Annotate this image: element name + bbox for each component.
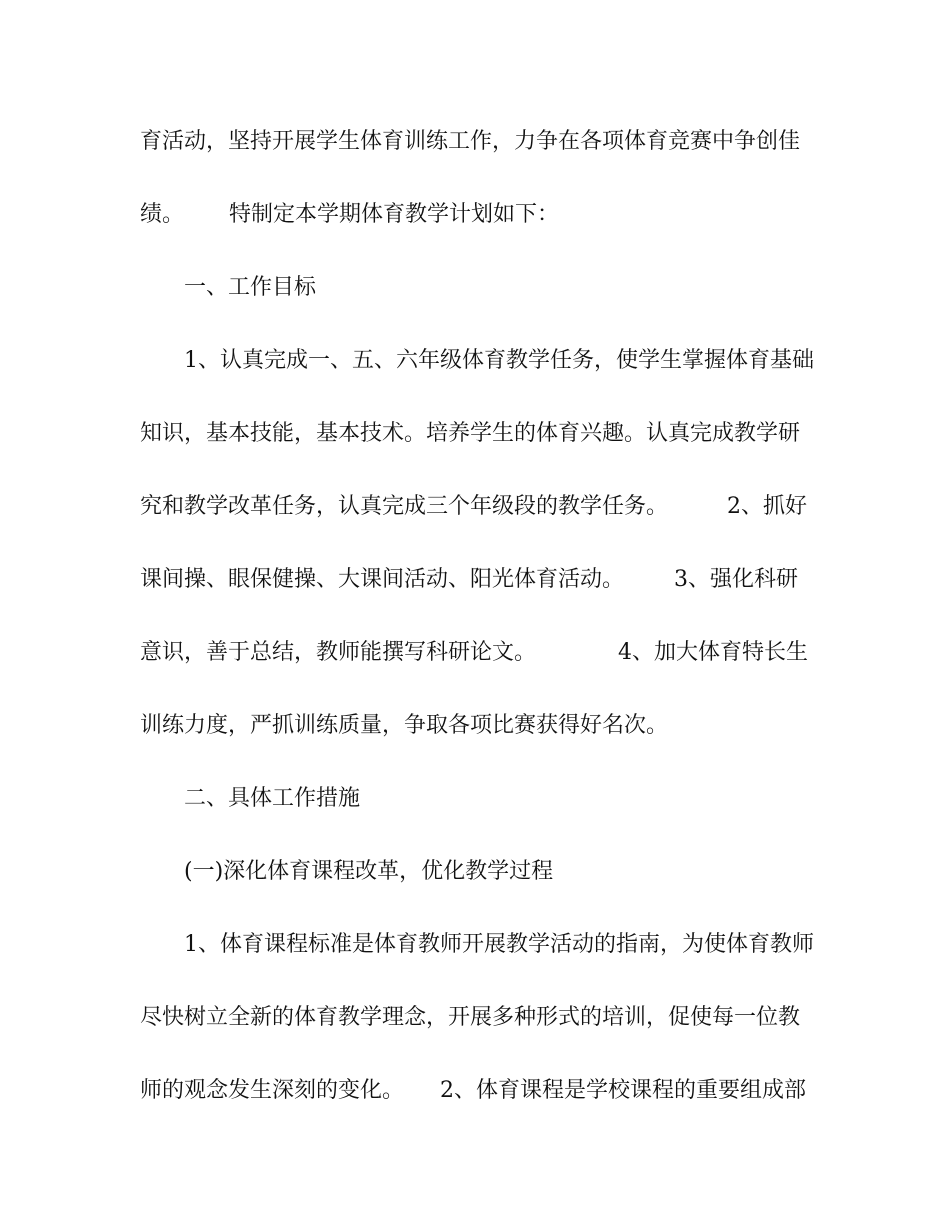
- text-segment: 1、认真完成一、五、六年级体育教学任务，使学生掌握体育基础: [184, 348, 814, 373]
- text-segment: 训练力度，严抓训练质量，争取各项比赛获得好名次。: [140, 713, 669, 738]
- paragraph-line: [0, 122, 950, 162]
- paragraph-line: [0, 633, 950, 673]
- text-segment: 2、体育课程是学校课程的重要组成部: [440, 1078, 806, 1103]
- text-segment: 二、具体工作措施: [184, 786, 361, 811]
- paragraph-line: [0, 998, 950, 1038]
- paragraph-line: [0, 487, 950, 527]
- paragraph-line: [0, 560, 950, 600]
- text-segment: 特制定本学期体育教学计划如下：: [229, 202, 560, 227]
- text-segment: 意识，善于总结，教师能撰写科研论文。: [140, 640, 537, 665]
- text-segment: 师的观念发生深刻的变化。: [140, 1078, 405, 1103]
- paragraph-line: [0, 925, 950, 965]
- text-segment: 究和教学改革任务，认真完成三个年级段的教学任务。: [140, 494, 669, 519]
- text-segment: 2、抓好: [727, 494, 807, 519]
- text-segment: 4、加大体育特长生: [618, 640, 808, 665]
- text-segment: 育活动，坚持开展学生体育训练工作，力争在各项体育竞赛中争创佳: [140, 129, 801, 154]
- paragraph-line: [0, 414, 950, 454]
- subsection-heading: [0, 852, 950, 892]
- text-segment: 一、工作目标: [184, 275, 317, 300]
- text-segment: 绩。: [140, 202, 185, 227]
- section-heading: [0, 268, 950, 308]
- text-segment: 课间操、眼保健操、大课间活动、阳光体育活动。: [140, 567, 625, 592]
- text-segment: 尽快树立全新的体育教学理念，开展多种形式的培训，促使每一位教: [140, 1005, 801, 1030]
- paragraph-line: [0, 706, 950, 746]
- paragraph-line: [0, 195, 950, 235]
- text-segment: 3、强化科研: [674, 567, 798, 592]
- text-segment: 1、体育课程标准是体育教师开展教学活动的指南，为使体育教师: [184, 932, 814, 957]
- paragraph-line: [0, 341, 950, 381]
- text-segment: (一)深化体育课程改革，优化教学过程: [184, 859, 554, 884]
- text-segment: 知识，基本技能，基本技术。培养学生的体育兴趣。认真完成教学研: [140, 421, 801, 446]
- paragraph-line: [0, 1071, 950, 1111]
- section-heading: [0, 779, 950, 819]
